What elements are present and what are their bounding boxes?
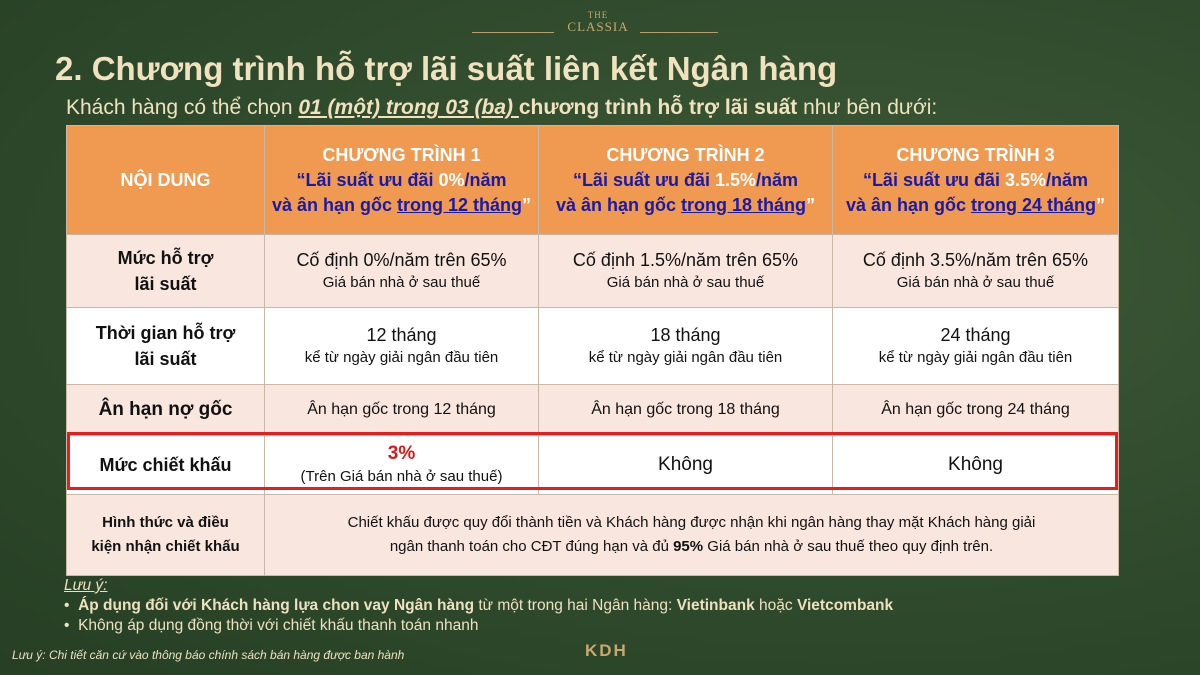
subtitle-before: Khách hàng có thể chọn <box>66 96 299 119</box>
discount-1-value: 3% <box>387 443 416 464</box>
support-level-label-line-2: lãi suất <box>134 274 197 294</box>
table-row-support-time <box>67 308 1119 385</box>
program-3-quote-close: ” <box>1096 194 1106 215</box>
table-row-discount <box>67 436 1119 495</box>
support-level-2-main: Cố định 1.5%/năm trên 65% <box>572 250 799 270</box>
support-time-1-sub: kể từ ngày giải ngân đầu tiên <box>304 349 499 366</box>
notes-bullet-2-text: Không áp dụng đồng thời với chiết khấu thanh toán nhanh <box>78 617 479 634</box>
support-time-cell-2 <box>539 308 833 385</box>
support-level-cell-1 <box>265 235 539 308</box>
notes-bullet-2 <box>64 616 893 636</box>
program-2-quote-open: “Lãi suất ưu đãi <box>572 169 715 190</box>
program-3-grace-text: và ân hạn gốc <box>845 194 972 215</box>
program-1-quote-open: “Lãi suất ưu đãi <box>296 169 439 190</box>
logo-line-1: THE <box>587 10 609 20</box>
notes-bank-2: Vietcombank <box>796 597 894 614</box>
program-2-term: trong 18 tháng <box>681 194 807 215</box>
grace-cell-1: Ân hạn gốc trong 12 tháng <box>265 385 539 436</box>
grace-cell-3: Ân hạn gốc trong 24 tháng <box>833 385 1119 436</box>
notes-bullet-1-bold: Áp dụng đối với Khách hàng lựa chon vay Ngân hàng <box>78 597 475 614</box>
page-subtitle <box>66 96 937 120</box>
support-time-2-main: 18 tháng <box>650 325 721 345</box>
support-level-1-sub: Giá bán nhà ở sau thuế <box>322 274 481 291</box>
discount-cell-3: Không <box>833 436 1119 495</box>
support-level-3-main: Cố định 3.5%/năm trên 65% <box>862 250 1089 270</box>
notes-bullet-1-or: hoặc <box>754 597 797 614</box>
support-time-3-sub: kể từ ngày giải ngân đầu tiên <box>878 349 1073 366</box>
table-row-grace <box>67 385 1119 436</box>
conditions-label-line-2: kiện nhận chiết khấu <box>91 538 240 555</box>
program-3-name: CHƯƠNG TRÌNH 3 <box>896 144 1055 165</box>
subtitle-emphasis: 01 (một) trong 03 (ba) <box>298 96 519 119</box>
conditions-label <box>67 495 265 576</box>
table-header-row <box>67 126 1119 235</box>
conditions-text-line-1: Chiết khấu được quy đổi thành tiền và Khách hàng được nhận khi ngân hàng thay mặt Khách hàng giải <box>347 514 1036 531</box>
support-level-1-main: Cố định 0%/năm trên 65% <box>296 250 507 270</box>
program-2-unit: /năm <box>756 169 799 190</box>
support-time-cell-1 <box>265 308 539 385</box>
footer-disclaimer: Lưu ý: Chi tiết căn cứ vào thông báo chính sách bán hàng được ban hành <box>12 648 405 662</box>
support-time-label-line-2: lãi suất <box>134 349 197 369</box>
conditions-text-bold-percent: 95% <box>673 538 704 555</box>
program-1-grace-text: và ân hạn gốc <box>271 194 398 215</box>
logo-divider-left <box>472 32 554 33</box>
program-2-grace-text: và ân hạn gốc <box>555 194 682 215</box>
conditions-label-line-1: Hình thức và điều <box>102 514 229 531</box>
conditions-text-line-2-after: Giá bán nhà ở sau thuế theo quy định trên. <box>703 538 994 555</box>
discount-cell-1 <box>265 436 539 495</box>
program-3-quote-open: “Lãi suất ưu đãi <box>862 169 1005 190</box>
program-3-term: trong 24 tháng <box>971 194 1097 215</box>
kdh-brand-logo: KDH <box>585 641 628 660</box>
subtitle-bold: chương trình hỗ trợ lãi suất <box>518 96 798 119</box>
program-comparison-table <box>66 125 1119 576</box>
program-1-term: trong 12 tháng <box>397 194 523 215</box>
program-1-unit: /năm <box>464 169 507 190</box>
table-row-support-level <box>67 235 1119 308</box>
classia-logo <box>0 8 1200 48</box>
program-2-quote <box>545 168 826 218</box>
page-title: 2. Chương trình hỗ trợ lãi suất liên kết Ngân hàng <box>55 50 838 87</box>
support-time-label-line-1: Thời gian hỗ trợ <box>95 323 236 343</box>
logo-divider-right <box>640 32 718 33</box>
discount-1-note: (Trên Giá bán nhà ở sau thuế) <box>300 468 503 485</box>
discount-cell-2: Không <box>539 436 833 495</box>
program-1-quote-close: ” <box>522 194 532 215</box>
support-level-3-sub: Giá bán nhà ở sau thuế <box>896 274 1055 291</box>
program-3-unit: /năm <box>1046 169 1089 190</box>
support-level-cell-2 <box>539 235 833 308</box>
program-2-rate: 1.5% <box>715 169 757 190</box>
notes-bullet-1-mid: từ một trong hai Ngân hàng: <box>474 597 677 614</box>
notes-bank-1: Vietinbank <box>676 597 755 614</box>
support-level-cell-3 <box>833 235 1119 308</box>
support-time-cell-3 <box>833 308 1119 385</box>
support-time-label <box>67 308 265 385</box>
logo-line-2: CLASSIA <box>567 19 629 34</box>
subtitle-after: như bên dưới: <box>797 96 938 119</box>
header-program-1 <box>265 126 539 235</box>
bullet-icon: • <box>64 597 70 614</box>
support-time-1-main: 12 tháng <box>366 325 437 345</box>
header-content-label: NỘI DUNG <box>67 126 265 235</box>
header-program-3 <box>833 126 1119 235</box>
grace-label: Ân hạn nợ gốc <box>67 385 265 436</box>
program-1-quote <box>271 168 532 218</box>
program-2-quote-close: ” <box>806 194 816 215</box>
notes-bullet-1 <box>64 596 893 616</box>
program-1-rate: 0% <box>438 169 465 190</box>
notes-title: Lưu ý: <box>64 577 108 594</box>
logo-text <box>556 10 640 32</box>
discount-label: Mức chiết khấu <box>67 436 265 495</box>
program-2-name: CHƯƠNG TRÌNH 2 <box>606 144 765 165</box>
header-program-2 <box>539 126 833 235</box>
program-3-rate: 3.5% <box>1005 169 1047 190</box>
table-row-conditions <box>67 495 1119 576</box>
support-level-2-sub: Giá bán nhà ở sau thuế <box>606 274 765 291</box>
conditions-text-line-2-before: ngân thanh toán cho CĐT đúng hạn và đủ <box>389 538 674 555</box>
support-level-label <box>67 235 265 308</box>
notes-section <box>64 576 893 636</box>
program-3-quote <box>839 168 1112 218</box>
conditions-text <box>265 495 1119 576</box>
program-1-name: CHƯƠNG TRÌNH 1 <box>322 144 481 165</box>
grace-cell-2: Ân hạn gốc trong 18 tháng <box>539 385 833 436</box>
support-time-2-sub: kể từ ngày giải ngân đầu tiên <box>588 349 783 366</box>
support-level-label-line-1: Mức hỗ trợ <box>117 248 214 268</box>
bullet-icon: • <box>64 617 70 634</box>
support-time-3-main: 24 tháng <box>940 325 1011 345</box>
